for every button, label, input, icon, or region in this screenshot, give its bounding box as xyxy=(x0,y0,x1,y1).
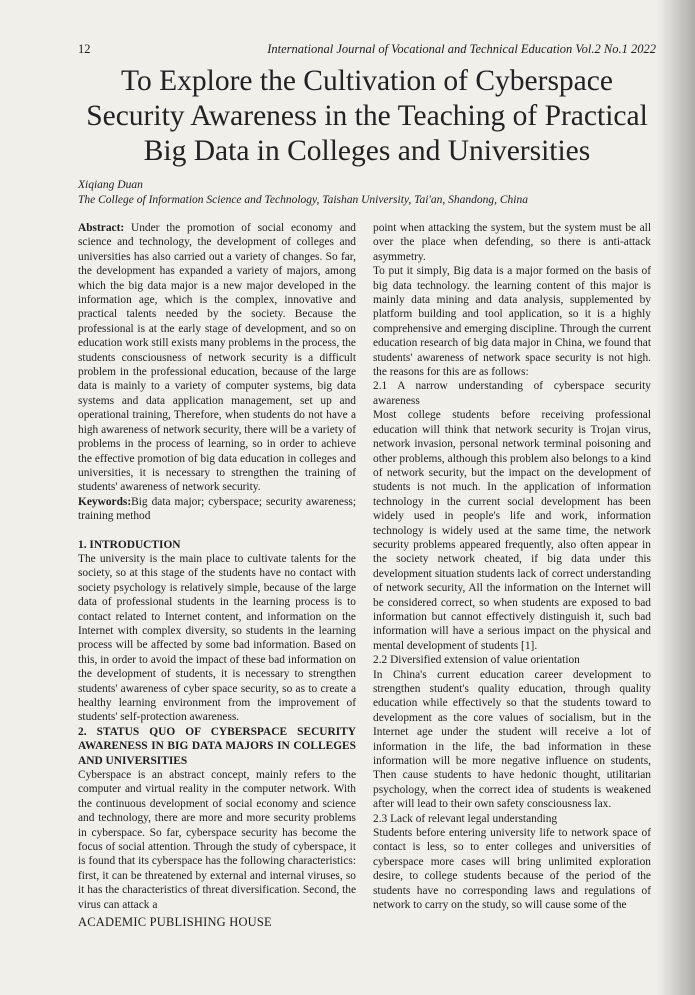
abstract-label: Abstract: xyxy=(78,222,125,234)
subsection-heading-2-1: 2.1 A narrow understanding of cyberspace security awareness xyxy=(373,380,651,407)
author-name: Xiqiang Duan xyxy=(78,179,143,191)
abstract xyxy=(78,221,356,495)
status-quo-text: Cyberspace is an abstract concept, mainly refers to the computer and virtual reality in the computer network. With the continuous development of social economy and science and technology, there are more and more security problems in cyberspace. So far, cyberspace security has become the focus of social attention. Through the study of cyberspace, it is found that its cyberspace has the following characteristics: first, it can be threatened by external and internal viruses, so it has the characteristics of threat diversification. Second, the virus can attack a xyxy=(78,769,356,911)
page-edge-shadow xyxy=(657,0,695,995)
keywords xyxy=(78,495,356,524)
section-heading-introduction: 1. INTRODUCTION xyxy=(78,538,181,551)
subsection-heading-2-3: 2.3 Lack of relevant legal understanding xyxy=(373,812,558,825)
journal-name: International Journal of Vocational and Technical Education Vol.2 No.1 2022 xyxy=(267,42,656,56)
section-heading-status-quo: 2. STATUS QUO OF CYBERSPACE SECURITY AWARENESS IN BIG DATA MAJORS IN COLLEGES AND UNIVERSITIES xyxy=(78,725,356,767)
big-data-definition-text: To put it simply, Big data is a major formed on the basis of big data technology. the learning content of this major is mainly data mining and data analysis, supplemented by platform building and tool application, so it is a highly comprehensive and emerging discipline. Through the current education research of big data major in China, we found that students' awareness of network space security is not high. the reasons for this are as follows: xyxy=(373,265,651,379)
status-quo-text-continued: point when attacking the system, but the system must be all over the place when defending, so there is anti-attack asymmetry. xyxy=(373,222,651,263)
subsection-2-2-text: In China's current education career development to strengthen student's quality education, through quality education while effectively so that the students toward to development as the core values of socialism, but in the Internet age under the student will receive a lot of information in the life, the bad information in these information will be more negative influence on students, Then cause students to have hedonic thought, utilitarian psychology, when the correct idea of students is weakened after will lead to their own safety consciousness lax. xyxy=(373,668,651,811)
introduction-text: The university is the main place to cultivate talents for the society, so at this stage of the students have no contact with society psychology is relatively simple, because of the large data of professional students in the learning process is to contact related to Internet content, and information on the Internet with complex diversity, so students in the learning process will be affected by some bad information. Based on this, in order to avoid the impact of these bad information on the development of students, it is necessary to strengthen students' awareness of cyber space security, so as to create a healthy learning environment from the improvement of students' self-protection awareness. xyxy=(78,552,356,724)
left-column xyxy=(78,221,356,912)
keywords-text: Big data major; cyberspace; security awareness; training method xyxy=(78,495,356,523)
keywords-label: Keywords: xyxy=(78,495,132,508)
author-affiliation: The College of Information Science and Technology, Taishan University, Tai'an, Shandong, China xyxy=(78,194,528,206)
running-header xyxy=(78,42,656,60)
article-title: To Explore the Cultivation of Cyberspace Security Awareness in the Teaching of Practical Big Data in Colleges and Universities xyxy=(86,65,648,167)
page-number: 12 xyxy=(78,42,91,56)
subsection-heading-2-2: 2.2 Diversified extension of value orientation xyxy=(373,654,580,667)
subsection-2-1-text: Most college students before receiving professional education will think that network security is Trojan virus, network invasion, personal network terminal poisoning and other problems, although this problem also belongs to a kind of network security, but the impact on the development of students is not much. In the application of information technology in the current social development has been widely used in people's life and work, information technology is widely used at the same time, the network security problems appeared frequently, also often appear in the society network cheated, if big data under this development situation students lack of correct understanding of network security, All the information on the Internet will be considered correct, so when students are exposed to bad information but cannot effectively distinguish it, such bad information will have a serious impact on the physical and mental development of students [1]. xyxy=(373,409,651,652)
abstract-text: Under the promotion of social economy and science and technology, the development of colleges and universities has also carried out a variety of changes. So far, the development has expanded a variety of majors, among which the big data major is a new major developed in the information age, which is the complex, innovative and practical talents needed by the society. Because the professional is at the early stage of development, and so on education work still exists many problems in the process, the students consciousness of network security is a difficult problem in the professional education, because of the large data is mainly to a variety of computer systems, big data systems and data application management, set up and operational training, Therefore, when students do not have a high awareness of network security, there will be a variety of problems in the process of learning, so in order to achieve the effective promotion of big data education in colleges and universities, it is necessary to strengthen the training of students' awareness of network security. xyxy=(78,222,356,494)
subsection-2-3-text: Students before entering university life to network space of contact is less, so to enter colleges and universities of cyberspace more cases will bring unlimited exploration desire, to college students because of the period of the students have no corresponding laws and regulations of network to carry on the study, so will cause some of the xyxy=(373,827,651,912)
publisher-footer: ACADEMIC PUBLISHING HOUSE xyxy=(78,915,272,929)
right-column xyxy=(373,221,651,913)
